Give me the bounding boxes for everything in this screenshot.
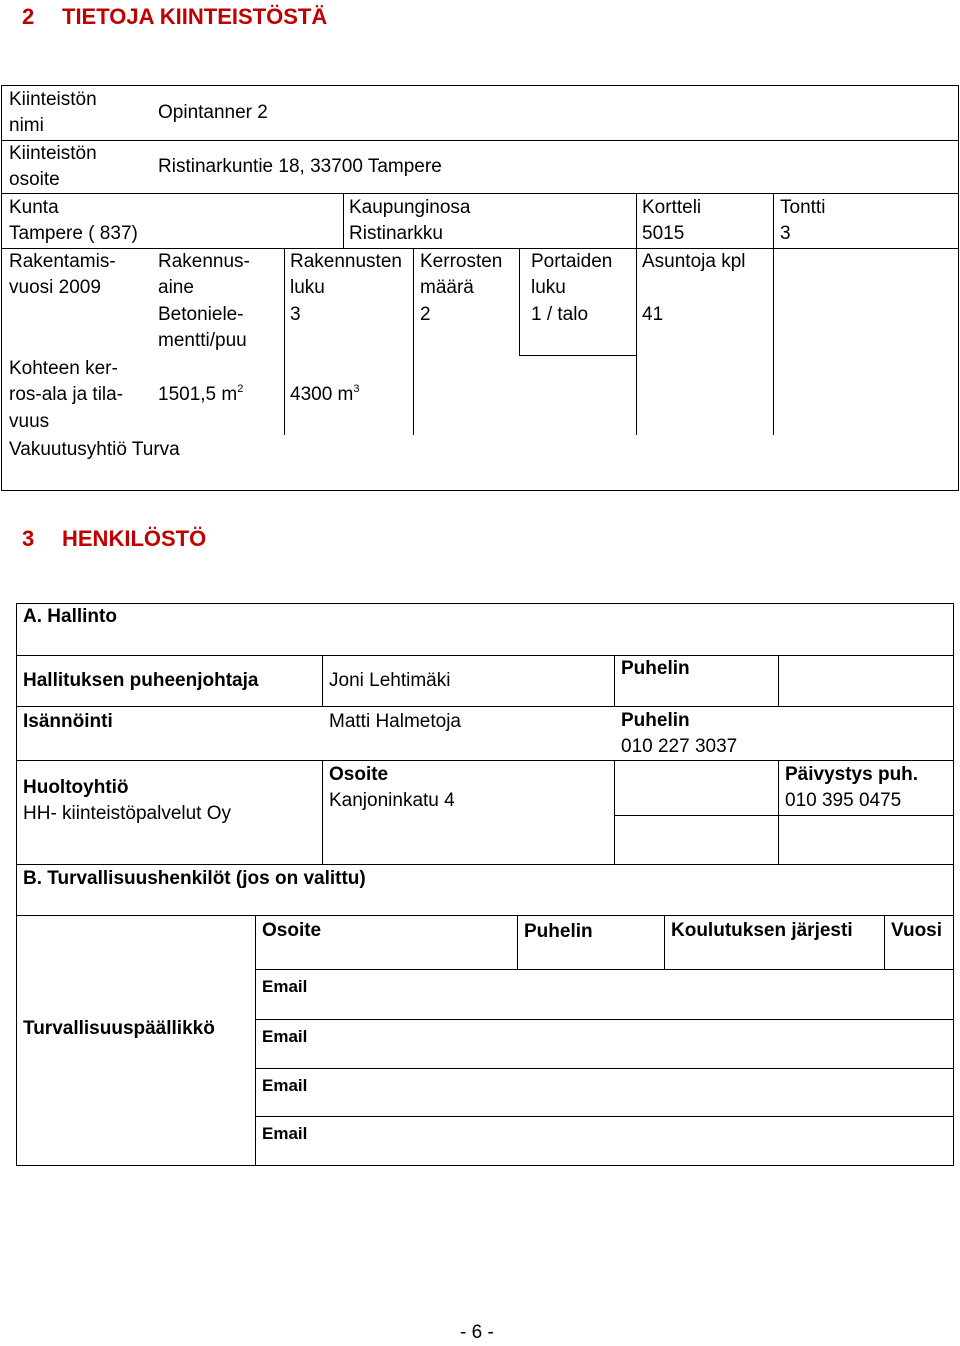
material-label-1: Rakennus- — [158, 251, 250, 272]
buildings-label-2: luku — [290, 277, 325, 298]
admin-title: A. Hallinto — [23, 606, 117, 627]
insurer: Vakuutusyhtiö Turva — [9, 439, 180, 460]
municipality: Tampere ( 837) — [9, 223, 138, 244]
area-label-3: vuus — [9, 411, 50, 432]
property-address-label-2: osoite — [9, 169, 60, 190]
apartments-label: Asuntoja kpl — [642, 251, 746, 272]
column-training: Koulutuksen järjesti — [671, 920, 853, 941]
build-year: vuosi 2009 — [9, 277, 101, 298]
manager-name: Matti Halmetoja — [329, 711, 461, 732]
stairs-label-2: luku — [531, 277, 566, 298]
email-label: Email — [262, 1027, 308, 1046]
duty-phone: 010 395 0475 — [785, 790, 902, 811]
maintenance-address-label: Osoite — [329, 764, 389, 785]
district-label: Kaupunginosa — [349, 197, 471, 218]
manager-phone-label: Puhelin — [621, 710, 690, 731]
stairs-label-1: Portaiden — [531, 251, 613, 272]
maintenance-address: Kanjoninkatu 4 — [329, 790, 455, 811]
volume: 4300 $m^3$ — [290, 383, 360, 405]
chair-name: Joni Lehtimäki — [329, 670, 451, 691]
manager-label: Isännöinti — [23, 711, 113, 732]
property-address: Ristinarkuntie 18, 33700 Tampere — [158, 156, 442, 177]
section-title: TIETOJA KIINTEISTÖSTÄ — [62, 4, 328, 29]
page-number: - 6 - — [460, 1322, 494, 1343]
section-3-heading — [22, 525, 206, 553]
column-year: Vuosi — [891, 920, 943, 941]
plot-label: Tontti — [780, 197, 826, 218]
material-1: Betoniele- — [158, 304, 244, 325]
chair-phone-label: Puhelin — [621, 658, 690, 679]
floor-area: 1501,5 $m^2$ — [158, 383, 244, 405]
material-label-2: aine — [158, 277, 194, 298]
floors-label-1: Kerrosten — [420, 251, 503, 272]
section-number: 3 — [22, 526, 35, 551]
chair-label: Hallituksen puheenjohtaja — [23, 670, 259, 691]
property-name-label-1: Kiinteistön — [9, 89, 97, 110]
email-label: Email — [262, 1124, 308, 1143]
safety-chief-label: Turvallisuuspäällikkö — [23, 1018, 215, 1039]
duty-phone-label: Päivystys puh. — [785, 764, 919, 785]
column-phone: Puhelin — [524, 921, 593, 942]
manager-phone: 010 227 3037 — [621, 736, 738, 757]
apartments: 41 — [642, 304, 664, 325]
email-label: Email — [262, 977, 308, 996]
property-name: Opintanner 2 — [158, 102, 268, 123]
build-year-label: Rakentamis- — [9, 251, 116, 272]
column-address: Osoite — [262, 920, 322, 941]
district: Ristinarkku — [349, 223, 443, 244]
safety-title: B. Turvallisuushenkilöt (jos on valittu) — [23, 868, 366, 889]
section-number: 2 — [22, 4, 35, 29]
email-label: Email — [262, 1076, 308, 1095]
municipality-label: Kunta — [9, 197, 59, 218]
block: 5015 — [642, 223, 685, 244]
floors: 2 — [420, 304, 431, 325]
buildings-label-1: Rakennusten — [290, 251, 402, 272]
stairs: 1 / talo — [531, 304, 589, 325]
section-title: HENKILÖSTÖ — [62, 526, 207, 551]
material-2: mentti/puu — [158, 330, 247, 351]
maintenance-label: Huoltoyhtiö — [23, 777, 129, 798]
property-name-label-2: nimi — [9, 115, 44, 136]
floors-label-2: määrä — [420, 277, 474, 298]
block-label: Kortteli — [642, 197, 702, 218]
plot: 3 — [780, 223, 791, 244]
maintenance-company: HH- kiinteistöpalvelut Oy — [23, 803, 232, 824]
section-2-heading — [22, 3, 327, 31]
area-label-2: ros-ala ja tila- — [9, 384, 124, 405]
property-address-label-1: Kiinteistön — [9, 143, 97, 164]
buildings: 3 — [290, 304, 301, 325]
area-label-1: Kohteen ker- — [9, 358, 118, 379]
